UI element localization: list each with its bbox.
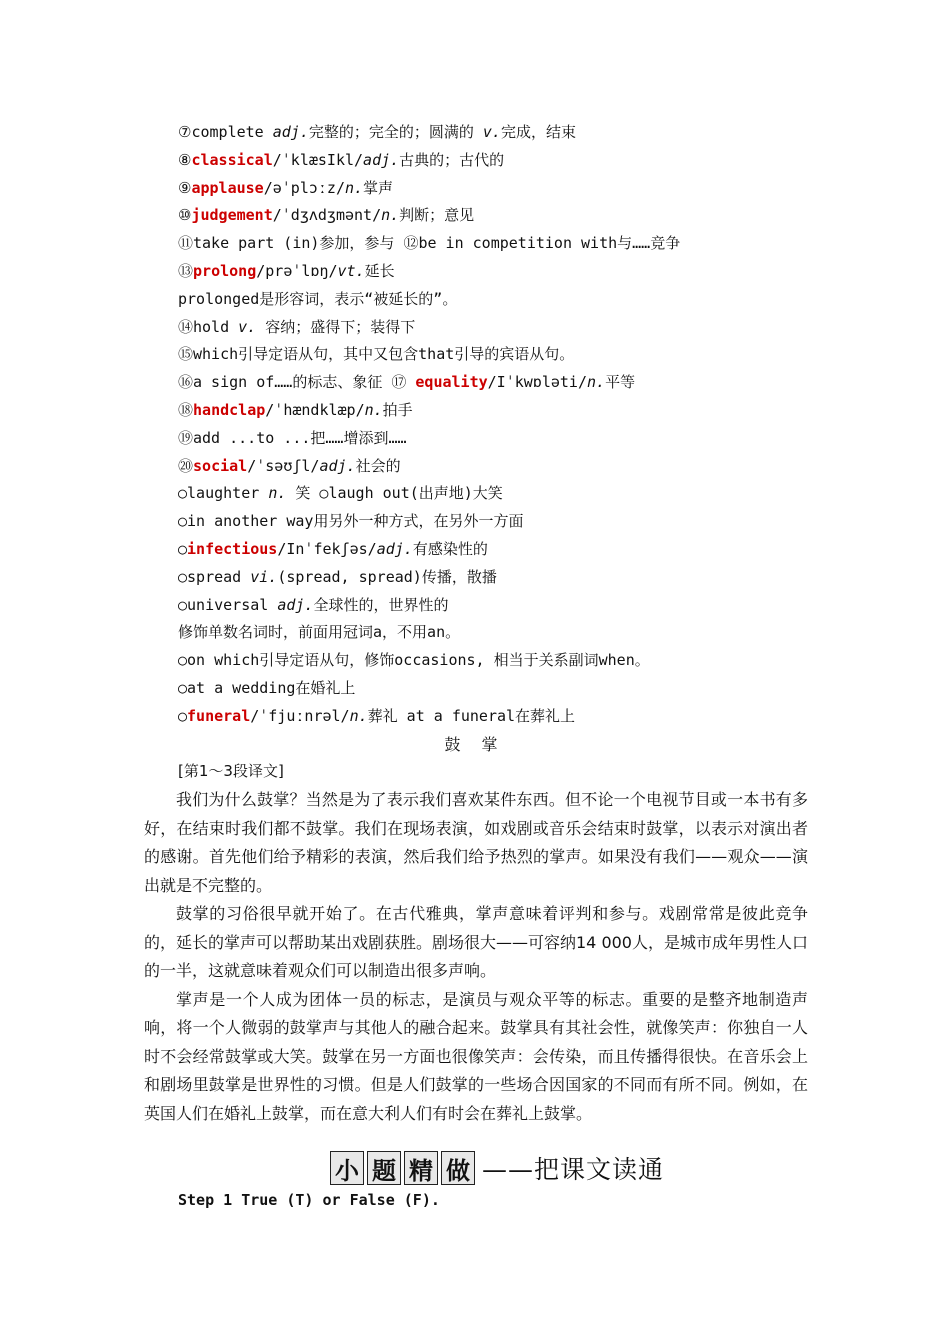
note-text: ⑦complete xyxy=(178,123,273,141)
paragraph: 掌声是一个人成为团体一员的标志，是演员与观众平等的标志。重要的是整齐地制造声响，将一个人微弱的鼓掌声与其他人的融合起来。鼓掌具有其社会性，就像笑声：你独自一人时不会经常鼓掌或大笑。鼓掌在另一方面也很像笑声：会传染，而且传播得很快。在音乐会上和剧场里鼓掌是世界性的习惯。但是人们鼓掌的一些场合因国家的不同而有所不同。例如，在英国人们在婚礼上鼓掌，而在意大利人们有时会在葬礼上鼓掌。 xyxy=(144,989,808,1123)
note-text: /ˈfjuːnrəl/ xyxy=(250,706,350,725)
vocab-line xyxy=(178,258,818,286)
vocab-line xyxy=(178,230,818,258)
vocab-line xyxy=(178,703,818,731)
part-of-speech: v. xyxy=(238,317,257,336)
vocab-line xyxy=(178,453,818,481)
note-text: /ˈklæsIkl/ xyxy=(272,150,364,169)
note-text: 平等 xyxy=(605,373,636,392)
vocab-line xyxy=(178,536,818,564)
vocab-line xyxy=(178,341,818,369)
vocab-line xyxy=(178,286,818,314)
note-text: 判断；意见 xyxy=(399,206,475,225)
banner-box: 小 xyxy=(330,1151,364,1185)
note-text: /Iˈkwɒləti/ xyxy=(487,373,587,392)
banner-box: 题 xyxy=(367,1151,401,1185)
note-text: ○ xyxy=(178,706,188,725)
note-text: ○ xyxy=(178,539,188,558)
part-of-speech: adj. xyxy=(277,595,314,614)
vocab-line xyxy=(178,647,818,675)
note-text: 修饰单数名词时，前面用冠词a，不用an。 xyxy=(178,623,461,642)
part-of-speech: n. xyxy=(587,373,606,392)
note-text: ⑲add ...to ...把……增添到…… xyxy=(178,428,407,447)
note-text: ⑳ xyxy=(178,456,194,475)
vocab-line xyxy=(178,619,818,647)
keyword: equality xyxy=(415,373,488,392)
note-text: ○laughter xyxy=(178,484,269,503)
note-text: /ˈhændklæp/ xyxy=(265,400,365,419)
note-text: 完整的；完全的；圆满的 xyxy=(308,123,483,141)
keyword: classical xyxy=(191,150,273,169)
note-text: /ˈdʒʌdʒmənt/ xyxy=(272,206,382,225)
vocab-line xyxy=(178,119,818,147)
keyword: judgement xyxy=(191,206,273,225)
vocab-line xyxy=(178,508,818,536)
note-text: 延长 xyxy=(364,261,395,280)
vocab-line xyxy=(178,592,818,620)
note-text: 掌声 xyxy=(363,178,394,197)
note-text: ⑯a sign of……的标志、象征 ⑰ xyxy=(178,373,416,392)
keyword: funeral xyxy=(187,706,251,725)
part-of-speech: n. xyxy=(381,206,400,225)
vocab-line xyxy=(178,425,818,453)
note-text: ○universal xyxy=(178,595,278,614)
note-text: 有感染性的 xyxy=(412,539,488,558)
keyword: handclap xyxy=(193,400,266,419)
part-of-speech: n. xyxy=(364,400,383,419)
part-of-speech: n. xyxy=(349,706,368,725)
note-text: ⑨ xyxy=(178,178,192,197)
note-text: ○at a wedding在婚礼上 xyxy=(178,678,356,697)
vocabulary-notes xyxy=(178,119,818,731)
vocab-line xyxy=(178,564,818,592)
banner-box: 精 xyxy=(404,1151,438,1185)
note-text: 全球性的，世界性的 xyxy=(313,595,449,614)
paragraph: 鼓掌的习俗很早就开始了。在古代雅典，掌声意味着评判和参与。戏剧常常是彼此竞争的，延长的掌声可以帮助某出戏剧获胜。剧场很大——可容纳14 000人，是城市成年男性人口的一半，这就意味着观众们可以制造出很多声响。 xyxy=(144,904,808,980)
vocab-line xyxy=(178,314,818,342)
note-text: /prəˈlɒŋ/ xyxy=(256,261,338,280)
vocab-line xyxy=(178,675,818,703)
note-text: 完成，结束 xyxy=(500,123,576,141)
vocab-line xyxy=(178,397,818,425)
note-text: ○on which引导定语从句，修饰occasions, 相当于关系副词when。 xyxy=(178,651,650,670)
note-text: 社会的 xyxy=(355,456,401,475)
note-text: 拍手 xyxy=(382,400,413,419)
part-of-speech: adj. xyxy=(376,539,413,558)
vocab-line xyxy=(178,175,818,203)
keyword: applause xyxy=(191,178,264,197)
part-of-speech: adj. xyxy=(272,123,309,141)
paragraph: 我们为什么鼓掌？当然是为了表示我们喜欢某件东西。但不论一个电视节目或一本书有多好，在结束时我们都不鼓掌。我们在现场表演，如戏剧或音乐会结束时鼓掌，以表示对演出者的感谢。首先他们给予精彩的表演，然后我们给予热烈的掌声。如果没有我们——观众——演出就是不完整的。 xyxy=(144,790,808,895)
note-text: ⑮which引导定语从句，其中又包含that引导的宾语从句。 xyxy=(178,345,575,364)
note-text: 古典的；古代的 xyxy=(399,150,505,169)
vocab-line xyxy=(178,369,818,397)
vocab-line xyxy=(178,147,818,175)
note-text: (spread, spread)传播，散播 xyxy=(277,567,497,586)
text-title: 鼓 掌 xyxy=(444,735,506,754)
part-of-speech: vt. xyxy=(337,261,365,280)
note-text: ⑪take part (in)参加，参与 ⑫be in competition with与……竞争 xyxy=(178,234,681,253)
note-text: ⑭hold xyxy=(178,317,239,336)
keyword: prolong xyxy=(193,261,257,280)
vocab-line xyxy=(178,202,818,230)
step-heading: Step 1 True (T) or False (F). xyxy=(178,1191,440,1209)
note-text: /əˈplɔːz/ xyxy=(263,178,345,197)
section-banner xyxy=(330,1150,664,1186)
translation-text xyxy=(144,786,808,1128)
note-text: ⑩ xyxy=(178,206,192,225)
part-of-speech: n. xyxy=(268,484,287,503)
banner-subtitle: ——把课文读通 xyxy=(482,1155,665,1184)
part-of-speech: adj. xyxy=(319,456,356,475)
note-text: ○in another way用另外一种方式，在另外一方面 xyxy=(178,512,524,531)
note-text: /ˈsəʊʃl/ xyxy=(247,456,320,475)
vocab-line xyxy=(178,480,818,508)
note-text: ⑧ xyxy=(178,150,192,169)
part-of-speech: vi. xyxy=(250,567,278,586)
note-text: ⑬ xyxy=(178,261,194,280)
keyword: social xyxy=(193,456,248,475)
note-text: 葬礼 at a funeral在葬礼上 xyxy=(367,706,576,725)
banner-box: 做 xyxy=(441,1151,475,1185)
part-of-speech: adj. xyxy=(363,150,400,169)
part-of-speech: v. xyxy=(482,123,501,141)
section-label: [第1～3段译文] xyxy=(178,762,284,780)
note-text: ○spread xyxy=(178,567,251,586)
note-text: 笑 ○laugh out(出声地)大笑 xyxy=(286,484,503,503)
note-text: prolonged是形容词，表示“被延长的”。 xyxy=(178,289,458,308)
note-text: 容纳；盛得下；装得下 xyxy=(256,317,416,336)
note-text: ⑱ xyxy=(178,400,194,419)
note-text: /Inˈfekʃəs/ xyxy=(277,539,377,558)
part-of-speech: n. xyxy=(344,178,364,197)
keyword: infectious xyxy=(187,539,278,558)
